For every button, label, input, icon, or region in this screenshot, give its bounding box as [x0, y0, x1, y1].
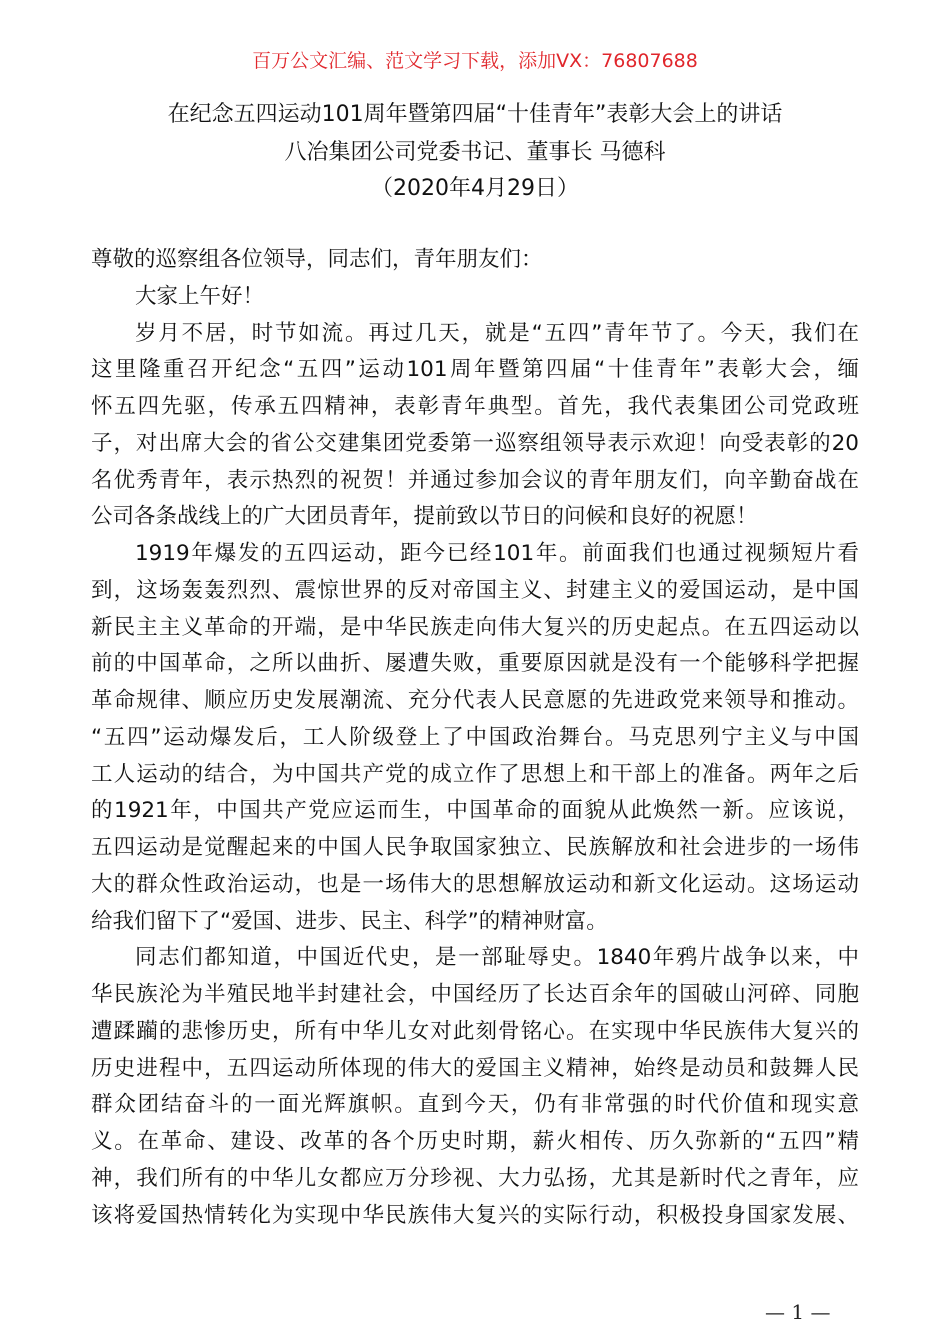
- page-number: — 1 —: [765, 1300, 831, 1324]
- text-line: 五四运动是觉醒起来的中国人民争取国家独立、民族解放和社会进步的一场伟: [91, 835, 859, 860]
- text-line: 同志们都知道，中国近代史，是一部耻辱史。1840年鸦片战争以来，中: [135, 945, 859, 971]
- text-line: 新民主主义革命的开端，是中华民族走向伟大复兴的历史起点。在五四运动以: [91, 614, 859, 640]
- text-line: 怀五四先驱，传承五四精神，表彰青年典型。首先，我代表集团公司党政班: [91, 394, 859, 419]
- speaker-line: 八冶集团公司党委书记、董事长 马德科: [284, 140, 666, 165]
- date-line: （2020年4月29日）: [371, 176, 579, 201]
- text-line: 遭蹂躏的悲惨历史，所有中华儿女对此刻骨铭心。在实现中华民族伟大复兴的: [91, 1018, 859, 1044]
- text-line: 子，对出席大会的省公交建集团党委第一巡察组领导表示欢迎！向受表彰的20: [91, 430, 859, 456]
- document-title: 在纪念五四运动101周年暨第四届“十佳青年”表彰大会上的讲话: [167, 102, 783, 127]
- paragraph: [91, 242, 859, 279]
- text-line: 岁月不居，时节如流。再过几天，就是“五四”青年节了。今天，我们在: [135, 320, 859, 346]
- text-line: 公司各条战线上的广大团员青年，提前致以节日的问候和良好的祝愿！: [91, 504, 758, 530]
- paragraph: [91, 536, 859, 940]
- text-line: 历史进程中，五四运动所体现的伟大的爱国主义精神，始终是动员和鼓舞人民: [91, 1055, 859, 1081]
- paragraph: [91, 316, 859, 537]
- text-line: 1919年爆发的五四运动，距今已经101年。前面我们也通过视频短片看: [135, 541, 859, 566]
- text-line: 前的中国革命，之所以曲折、屡遭失败，重要原因就是没有一个能够科学把握: [91, 651, 859, 677]
- text-line: 义。在革命、建设、改革的各个历史时期，薪火相传、历久弥新的“五四”精: [91, 1129, 859, 1154]
- text-line: 到，这场轰轰烈烈、震惊世界的反对帝国主义、封建主义的爱国运动，是中国: [91, 577, 859, 603]
- text-line: 群众团结奋斗的一面光辉旗帜。直到今天，仍有非常强的时代价值和现实意: [91, 1092, 859, 1118]
- text-line: 革命规律、顺应历史发展潮流、充分代表人民意愿的先进政党来领导和推动。: [91, 688, 859, 713]
- watermark-header: 百万公文汇编、范文学习下载，添加VX：76807688: [252, 50, 698, 72]
- document-body: [91, 242, 859, 1234]
- text-line: 工人运动的结合，为中国共产党的成立作了思想上和干部上的准备。两年之后: [91, 761, 859, 787]
- text-line: 给我们留下了“爱国、进步、民主、科学”的精神财富。: [91, 908, 608, 934]
- text-line: 的1921年，中国共产党应运而生，中国革命的面貌从此焕然一新。应该说，: [91, 798, 859, 824]
- paragraph: [91, 940, 859, 1234]
- text-line: 尊敬的巡察组各位领导，同志们，青年朋友们：: [91, 247, 543, 272]
- text-line: “五四”运动爆发后，工人阶级登上了中国政治舞台。马克思列宁主义与中国: [91, 724, 859, 750]
- text-line: 华民族沦为半殖民地半封建社会，中国经历了长达百余年的国破山河碎、同胞: [91, 982, 859, 1007]
- paragraph: [91, 279, 859, 316]
- text-line: 该将爱国热情转化为实现中华民族伟大复兴的实际行动，积极投身国家发展、: [91, 1202, 859, 1228]
- text-line: 名优秀青年，表示热烈的祝贺！并通过参加会议的青年朋友们，向辛勤奋战在: [91, 467, 859, 493]
- text-line: 这里隆重召开纪念“五四”运动101周年暨第四届“十佳青年”表彰大会，缅: [91, 357, 859, 383]
- text-line: 大家上午好！: [135, 283, 265, 309]
- text-line: 神，我们所有的中华儿女都应万分珍视、大力弘扬，尤其是新时代之青年，应: [91, 1165, 859, 1191]
- text-line: 大的群众性政治运动，也是一场伟大的思想解放运动和新文化运动。这场运动: [91, 871, 859, 897]
